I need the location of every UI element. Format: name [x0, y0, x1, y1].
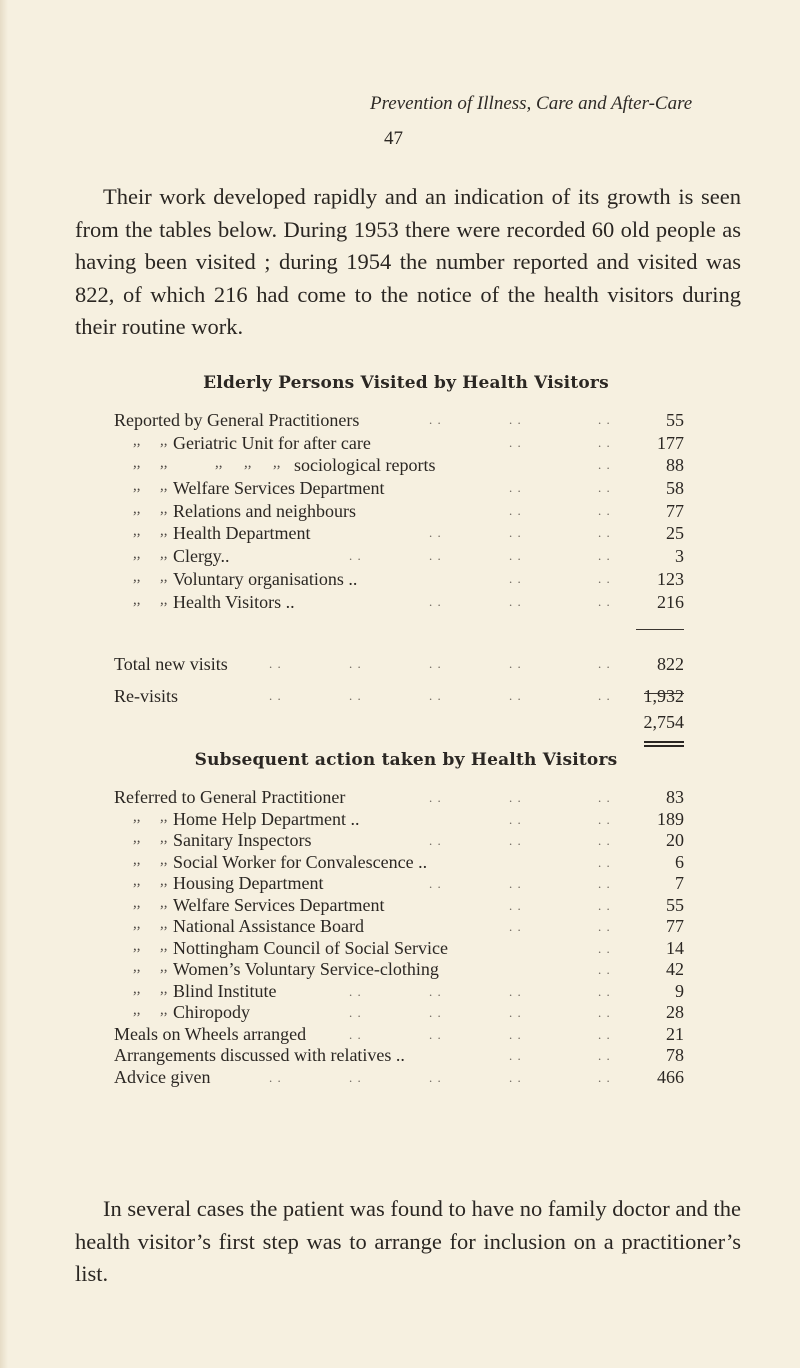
- leader-dots: . .: [509, 1026, 522, 1042]
- row-value: 42: [666, 959, 684, 979]
- leader-dots: . .: [598, 412, 611, 427]
- row-value: 216: [657, 591, 684, 612]
- ditto-mark: ,,: [133, 959, 141, 975]
- leader-dots: . .: [598, 480, 611, 496]
- row-label: Reported by General Practitioners: [114, 410, 360, 430]
- ditto-mark: ,,: [133, 455, 141, 472]
- leader-dots: . .: [429, 833, 442, 848]
- leader-dots: . .: [509, 1069, 522, 1085]
- ditto-mark: ,,: [133, 568, 141, 585]
- leader-dots: . .: [349, 1005, 362, 1020]
- row-value: 77: [666, 500, 684, 521]
- leader-dots: . .: [598, 854, 611, 870]
- row-label: Sanitary Inspectors: [173, 830, 312, 850]
- leader-dots: . .: [598, 940, 611, 956]
- outro-paragraph: [75, 1193, 741, 1291]
- leader-dots: . .: [349, 688, 362, 703]
- ditto-mark: ,,: [133, 830, 141, 846]
- running-title: Prevention of Illness, Care and After-Care: [370, 93, 693, 114]
- leader-dots: . .: [509, 502, 522, 518]
- leader-dots: . .: [598, 457, 611, 473]
- leader-dots: . .: [269, 1069, 282, 1085]
- leader-dots: . .: [598, 983, 611, 999]
- leader-dots: . .: [598, 656, 611, 671]
- ditto-mark: ,,: [160, 851, 168, 868]
- leader-dots: . .: [509, 897, 522, 913]
- ditto-mark: ,,: [133, 851, 141, 868]
- row-label: Meals on Wheels arranged: [114, 1023, 307, 1044]
- ditto-mark: ,,: [160, 546, 168, 563]
- table-row: [114, 873, 684, 895]
- row-label: Housing Department: [173, 873, 324, 893]
- leader-dots: . .: [509, 593, 522, 609]
- leader-dots: . .: [429, 876, 442, 891]
- row-label: Referred to General Practitioner: [114, 787, 346, 807]
- row-value: 123: [657, 568, 684, 589]
- ditto-mark: ,,: [160, 894, 168, 911]
- row-label: Arrangements discussed with relatives ..: [114, 1045, 405, 1065]
- table-row: [114, 809, 684, 831]
- row-label: Nottingham Council of Social Service: [173, 937, 448, 958]
- leader-dots: . .: [598, 1048, 611, 1063]
- table-row: [114, 568, 684, 591]
- leader-dots: . .: [598, 502, 611, 518]
- subtotal-rule: [636, 629, 684, 630]
- leader-dots: . .: [509, 876, 522, 891]
- leader-dots: . .: [509, 570, 522, 586]
- leader-dots: . .: [509, 833, 522, 848]
- row-value: 83: [666, 787, 684, 807]
- grand-total-block: [114, 706, 684, 738]
- ditto-mark: ,,: [133, 432, 141, 449]
- ditto-mark: ,,: [160, 455, 168, 472]
- ditto-mark: ,,: [160, 432, 168, 449]
- ditto-mark: ,,: [160, 916, 168, 932]
- row-value: 77: [666, 916, 684, 936]
- ditto-mark: ,,: [133, 478, 141, 495]
- row-label: Chiropody: [173, 1002, 251, 1022]
- ditto-mark: ,,: [160, 830, 168, 846]
- table-row: [114, 454, 684, 477]
- leader-dots: . .: [429, 412, 442, 427]
- leader-dots: . .: [598, 570, 611, 586]
- leader-dots: . .: [509, 1048, 522, 1063]
- leader-dots: . .: [509, 811, 522, 827]
- leader-dots: . .: [349, 656, 362, 671]
- leader-dots: . .: [598, 919, 611, 934]
- leader-dots: . .: [429, 790, 442, 805]
- ditto-mark: ,,: [133, 500, 141, 517]
- table2-title: Subsequent action taken by Health Visitors: [194, 750, 618, 770]
- row-value: 7: [675, 873, 684, 893]
- leader-dots: . .: [509, 983, 522, 999]
- table-row: [114, 787, 684, 809]
- leader-dots: . .: [429, 656, 442, 671]
- row-label: Total new visits: [114, 654, 228, 674]
- leader-dots: . .: [598, 1069, 611, 1085]
- table-row: [114, 1045, 684, 1067]
- row-label: Health Department: [173, 523, 311, 544]
- leader-dots: . .: [349, 1069, 362, 1085]
- ditto-mark: ,,: [160, 1002, 168, 1018]
- row-value: 21: [666, 1023, 684, 1044]
- row-value: 466: [657, 1066, 684, 1087]
- row-value: 88: [666, 455, 684, 476]
- ditto-mark: ,,: [133, 546, 141, 563]
- table-row: [114, 895, 684, 917]
- ditto-mark: ,,: [160, 808, 168, 825]
- leader-dots: . .: [598, 876, 611, 891]
- leader-dots: . .: [269, 656, 282, 671]
- table-row: [114, 981, 684, 1003]
- leader-dots: . .: [598, 434, 611, 450]
- row-value: 6: [675, 851, 684, 872]
- ditto-mark: ,,: [160, 500, 168, 517]
- ditto-mark: ,,: [244, 455, 252, 472]
- row-label: Geriatric Unit for after care: [173, 432, 371, 453]
- row-label: Welfare Services Department: [173, 478, 385, 499]
- row-value: 177: [657, 432, 684, 453]
- table-row: [114, 477, 684, 500]
- ditto-mark: ,,: [160, 959, 168, 975]
- table-row: [114, 916, 684, 938]
- row-label: Clergy..: [173, 546, 230, 567]
- row-label: Health Visitors ..: [173, 591, 295, 612]
- leader-dots: . .: [429, 1026, 442, 1042]
- row-label: Voluntary organisations ..: [173, 568, 358, 589]
- leader-dots: . .: [429, 593, 442, 609]
- leader-dots: . .: [429, 983, 442, 999]
- table-row: [114, 1024, 684, 1046]
- leader-dots: . .: [598, 811, 611, 827]
- row-value: 20: [666, 830, 684, 850]
- ditto-mark: ,,: [133, 916, 141, 932]
- leader-dots: . .: [598, 962, 611, 977]
- ditto-mark: ,,: [133, 894, 141, 911]
- row-label: Blind Institute: [173, 980, 277, 1001]
- leader-dots: . .: [598, 548, 611, 564]
- leader-dots: . .: [509, 919, 522, 934]
- intro-paragraph-text: Their work developed rapidly and an indication of its growth is seen from the tables below. During 1953 there were recorded 60 old people as having been visited ; during 1954 the number reported and visited was 822, of which 216 had come to the notice of the health visitors during their routine work.: [75, 184, 741, 339]
- page-edge: [0, 0, 8, 1368]
- leader-dots: . .: [509, 412, 522, 427]
- row-label: Advice given: [114, 1066, 211, 1087]
- ditto-mark: ,,: [160, 568, 168, 585]
- table-row: [114, 432, 684, 455]
- table-row: [114, 545, 684, 568]
- leader-dots: . .: [598, 1005, 611, 1020]
- table-row: [114, 959, 684, 981]
- double-rule: [644, 741, 684, 747]
- total-rule: [644, 693, 684, 694]
- leader-dots: . .: [429, 548, 442, 564]
- ditto-mark: ,,: [160, 980, 168, 997]
- ditto-mark: ,,: [133, 808, 141, 825]
- table-row: [114, 1002, 684, 1024]
- row-value: 14: [666, 937, 684, 958]
- row-label: Home Help Department ..: [173, 808, 360, 829]
- row-value: 78: [666, 1045, 684, 1065]
- leader-dots: . .: [509, 1005, 522, 1020]
- ditto-mark: ,,: [160, 591, 168, 608]
- ditto-mark: ,,: [133, 591, 141, 608]
- ditto-mark: ,,: [160, 873, 168, 889]
- table-row: [114, 1067, 684, 1089]
- leader-dots: . .: [349, 1026, 362, 1042]
- leader-dots: . .: [598, 833, 611, 848]
- ditto-mark: ,,: [160, 478, 168, 495]
- row-label: Relations and neighbours: [173, 500, 356, 521]
- leader-dots: . .: [509, 434, 522, 450]
- row-value: 3: [675, 546, 684, 567]
- row-label: Welfare Services Department: [173, 894, 385, 915]
- page-number: 47: [384, 128, 403, 149]
- table1-totals: [114, 648, 684, 712]
- row-label: Women’s Voluntary Service-clothing: [173, 959, 439, 979]
- leader-dots: . .: [429, 1005, 442, 1020]
- ditto-mark: ,,: [133, 523, 141, 540]
- table1-body: [114, 409, 684, 613]
- table-row: [114, 500, 684, 523]
- leader-dots: . .: [429, 688, 442, 703]
- row-label: Social Worker for Convalescence ..: [173, 851, 428, 872]
- row-value: 189: [657, 808, 684, 829]
- leader-dots: . .: [509, 688, 522, 703]
- row-label: sociological reports: [294, 455, 436, 476]
- leader-dots: . .: [429, 1069, 442, 1085]
- row-value: 1,932: [643, 686, 684, 706]
- row-value: 25: [666, 523, 684, 544]
- leader-dots: . .: [429, 525, 442, 541]
- ditto-mark: ,,: [160, 937, 168, 954]
- ditto-mark: ,,: [133, 980, 141, 997]
- leader-dots: . .: [509, 548, 522, 564]
- table-row: [114, 409, 684, 432]
- leader-dots: . .: [509, 480, 522, 496]
- intro-paragraph: [75, 181, 741, 344]
- row-label: Re-visits: [114, 686, 179, 706]
- table-row: [114, 522, 684, 545]
- table-row: [114, 852, 684, 874]
- leader-dots: . .: [598, 897, 611, 913]
- leader-dots: . .: [349, 548, 362, 564]
- total-new-visits-row: [114, 648, 684, 680]
- grand-total-row: [114, 706, 684, 738]
- leader-dots: . .: [509, 790, 522, 805]
- row-label: National Assistance Board: [173, 916, 364, 936]
- leader-dots: . .: [509, 656, 522, 671]
- leader-dots: . .: [509, 525, 522, 541]
- table-row: [114, 830, 684, 852]
- leader-dots: . .: [598, 688, 611, 703]
- leader-dots: . .: [269, 688, 282, 703]
- outro-paragraph-text: In several cases the patient was found to have no family doctor and the health visitor’s first step was to arrange for inclusion on a practitioner’s list.: [75, 1196, 741, 1286]
- leader-dots: . .: [598, 525, 611, 541]
- ditto-mark: ,,: [133, 937, 141, 954]
- leader-dots: . .: [598, 593, 611, 609]
- row-value: 55: [666, 894, 684, 915]
- row-value: 28: [666, 1002, 684, 1022]
- ditto-mark: ,,: [160, 523, 168, 540]
- leader-dots: . .: [598, 790, 611, 805]
- row-value: 9: [675, 980, 684, 1001]
- ditto-mark: ,,: [133, 873, 141, 889]
- row-value: 822: [657, 654, 684, 674]
- ditto-mark: ,,: [273, 455, 281, 472]
- row-value: 55: [666, 410, 684, 430]
- table2-body: [114, 787, 684, 1088]
- table-row: [114, 938, 684, 960]
- row-value: 58: [666, 478, 684, 499]
- ditto-mark: ,,: [215, 455, 223, 472]
- ditto-mark: ,,: [133, 1002, 141, 1018]
- leader-dots: . .: [598, 1026, 611, 1042]
- table-row: [114, 591, 684, 614]
- grand-total-value: 2,754: [643, 712, 684, 732]
- leader-dots: . .: [349, 983, 362, 999]
- table1-title: Elderly Persons Visited by Health Visitors: [203, 373, 609, 393]
